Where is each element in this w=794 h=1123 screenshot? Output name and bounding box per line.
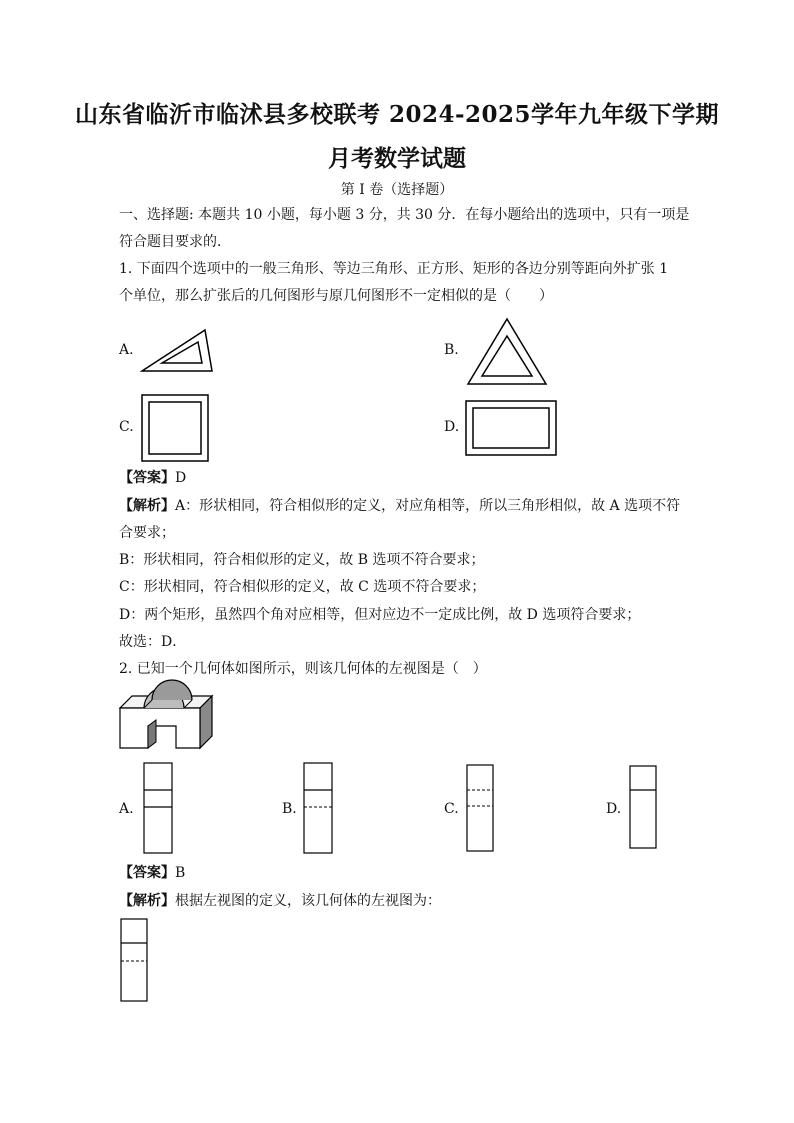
- q2-analysis: [119, 891, 441, 911]
- analysis-tag: 【解析】: [119, 498, 175, 514]
- answer-tag: 【答案】: [119, 865, 175, 881]
- q1-option-c-figure: [141, 394, 209, 462]
- q1-answer: [119, 468, 186, 488]
- q1-analysis-line-6: 故选：D．: [119, 634, 187, 650]
- q2-option-d-label: D.: [606, 801, 622, 817]
- q2-answer: [119, 863, 185, 883]
- answer-value: B: [175, 865, 186, 881]
- q2-option-b-label: B.: [282, 801, 297, 817]
- q2-option-b-figure: [303, 762, 333, 854]
- instructions-line-2: 符合题目要求的．: [119, 234, 231, 250]
- q2-stem: 2. 已知一个几何体如图所示，则该几何体的左视图是（ ）: [119, 661, 487, 677]
- q1-option-b-figure: [466, 317, 548, 387]
- analysis-text: A：形状相同，符合相似形的定义，对应角相等，所以三角形相似，故 A 选项不符: [175, 498, 681, 514]
- q2-option-c-label: C.: [444, 801, 459, 817]
- q2-option-a-figure: [143, 762, 173, 854]
- q1-option-d-label: D.: [444, 419, 460, 435]
- q1-analysis-line-5: D：两个矩形，虽然四个角对应相等，但对应边不一定成比例，故 D 选项符合要求；: [119, 607, 641, 623]
- q2-solid-figure: [118, 686, 214, 752]
- q1-option-b-label: B.: [444, 342, 459, 358]
- answer-tag: 【答案】: [119, 470, 175, 486]
- q1-option-a-figure: [140, 325, 215, 375]
- page-subtitle: 月考数学试题: [328, 145, 466, 172]
- q1-analysis-line-3: B：形状相同，符合相似形的定义，故 B 选项不符合要求；: [119, 552, 485, 568]
- analysis-tag: 【解析】: [119, 893, 175, 909]
- q2-option-d-figure: [629, 765, 657, 849]
- q1-option-a-label: A.: [119, 342, 134, 358]
- analysis-text: 根据左视图的定义，该几何体的左视图为：: [175, 893, 441, 909]
- q2-option-a-label: A.: [119, 801, 134, 817]
- instructions-line-1: 一、选择题: 本题共 10 小题，每小题 3 分，共 30 分．在每小题给出的选项中，只有一项是: [119, 207, 690, 223]
- q1-analysis-line-2: 合要求；: [119, 525, 175, 541]
- answer-value: D: [175, 470, 187, 486]
- q1-analysis-line-1: [119, 496, 680, 516]
- q2-option-c-figure: [466, 764, 494, 852]
- page-title: 山东省临沂市临沭县多校联考 2024-2025学年九年级下学期: [74, 101, 720, 128]
- q1-stem-line-1: 1. 下面四个选项中的一般三角形、等边三角形、正方形、矩形的各边分别等距向外扩张 1: [119, 261, 669, 277]
- q1-analysis-line-4: C：形状相同，符合相似形的定义，故 C 选项不符合要求；: [119, 579, 486, 595]
- q1-option-d-figure: [465, 400, 557, 456]
- section-heading: 第 I 卷（选择题）: [340, 182, 454, 198]
- q2-analysis-figure: [120, 918, 148, 1002]
- q1-option-c-label: C.: [119, 419, 134, 435]
- q1-stem-line-2: 个单位，那么扩张后的几何图形与原几何图形不一定相似的是（ ）: [119, 288, 553, 304]
